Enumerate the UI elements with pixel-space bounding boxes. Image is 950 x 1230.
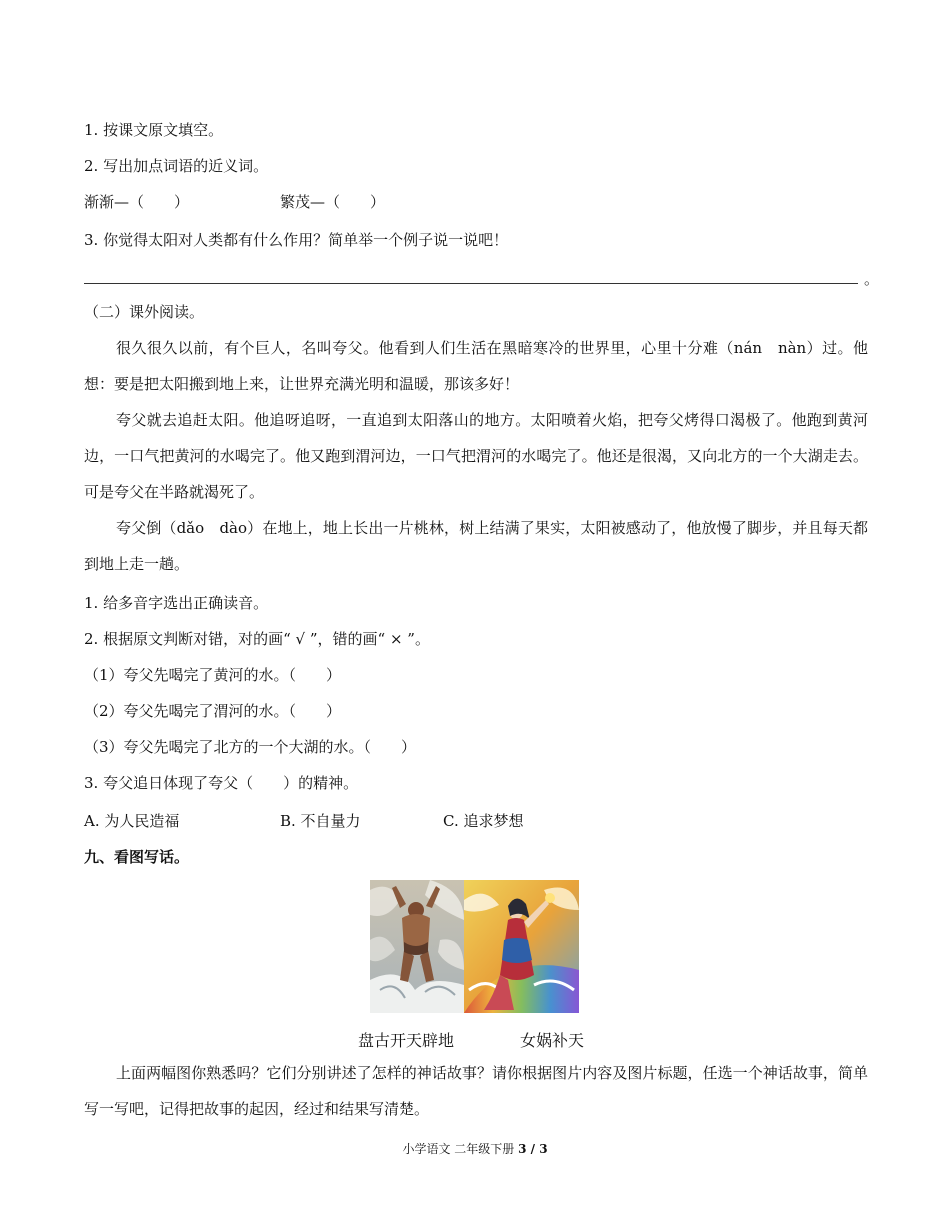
writing-heading: 九、看图写话。 xyxy=(84,848,190,866)
question-1-fill-blank: 1. 按课文原文填空。 xyxy=(84,121,224,139)
writing-prompt: 上面两幅图你熟悉吗？它们分别讲述了怎样的神话故事？请你根据图片内容及图片标题，任选一个神话故事，简单写一写吧，记得把故事的起因，经过和结果写清楚。 xyxy=(84,1064,868,1118)
page-footer xyxy=(0,1140,950,1157)
reading-paragraph-1: 很久很久以前，有个巨人，名叫夸父。他看到人们生活在黑暗寒冷的世界里，心里十分难（nán nàn）过。他想：要是把太阳搬到地上来，让世界充满光明和温暖，那该多好！ xyxy=(84,339,868,393)
option-a: A. 为人民造福 xyxy=(84,812,180,830)
reading-paragraph-3: 夸父倒（dǎo dào）在地上，地上长出一片桃林，树上结满了果实，太阳被感动了，他放慢了脚步，并且每天都到地上走一趟。 xyxy=(84,519,868,573)
option-b: B. 不自量力 xyxy=(280,812,361,830)
judge-item-1: （1）夸父先喝完了黄河的水。（ ） xyxy=(84,666,342,684)
footer-subject: 小学语文 二年级下册 xyxy=(402,1142,515,1156)
question-3-sun-use: 3. 你觉得太阳对人类都有什么作用？简单举一个例子说一说吧！ xyxy=(84,231,509,249)
judge-item-3: （3）夸父先喝完了北方的一个大湖的水。（ ） xyxy=(84,738,417,756)
caption-nuwa: 女娲补天 xyxy=(520,1031,585,1050)
answer-line xyxy=(84,283,858,284)
reading-question-2: 2. 根据原文判断对错，对的画“ √ ”，错的画“ × ”。 xyxy=(84,630,430,648)
page-number: 3 / 3 xyxy=(518,1142,548,1156)
synonym-fanmao: 繁茂—（ ） xyxy=(280,193,386,211)
reading-section-title: （二）课外阅读。 xyxy=(84,303,205,321)
pangu-image xyxy=(370,880,464,1013)
judge-item-2: （2）夸父先喝完了渭河的水。（ ） xyxy=(84,702,342,720)
option-c: C. 追求梦想 xyxy=(443,812,524,830)
reading-question-3: 3. 夸父追日体现了夸父（ ）的精神。 xyxy=(84,774,359,792)
reading-paragraph-2: 夸父就去追赶太阳。他追呀追呀，一直追到太阳落山的地方。太阳喷着火焰，把夸父烤得口渴极了。他跑到黄河边，一口气把黄河的水喝完了。他又跑到渭河边，一口气把渭河的水喝完了。他还是很渴，又向北方的一个大湖走去。可是夸父在半路就渴死了。 xyxy=(84,411,868,501)
question-2-synonyms: 2. 写出加点词语的近义词。 xyxy=(84,157,269,175)
nuwa-image xyxy=(464,880,579,1013)
synonym-jianjian: 渐渐—（ ） xyxy=(84,193,190,211)
answer-line-period: 。 xyxy=(864,270,880,288)
caption-pangu: 盘古开天辟地 xyxy=(358,1031,455,1050)
reading-question-1: 1. 给多音字选出正确读音。 xyxy=(84,594,269,612)
